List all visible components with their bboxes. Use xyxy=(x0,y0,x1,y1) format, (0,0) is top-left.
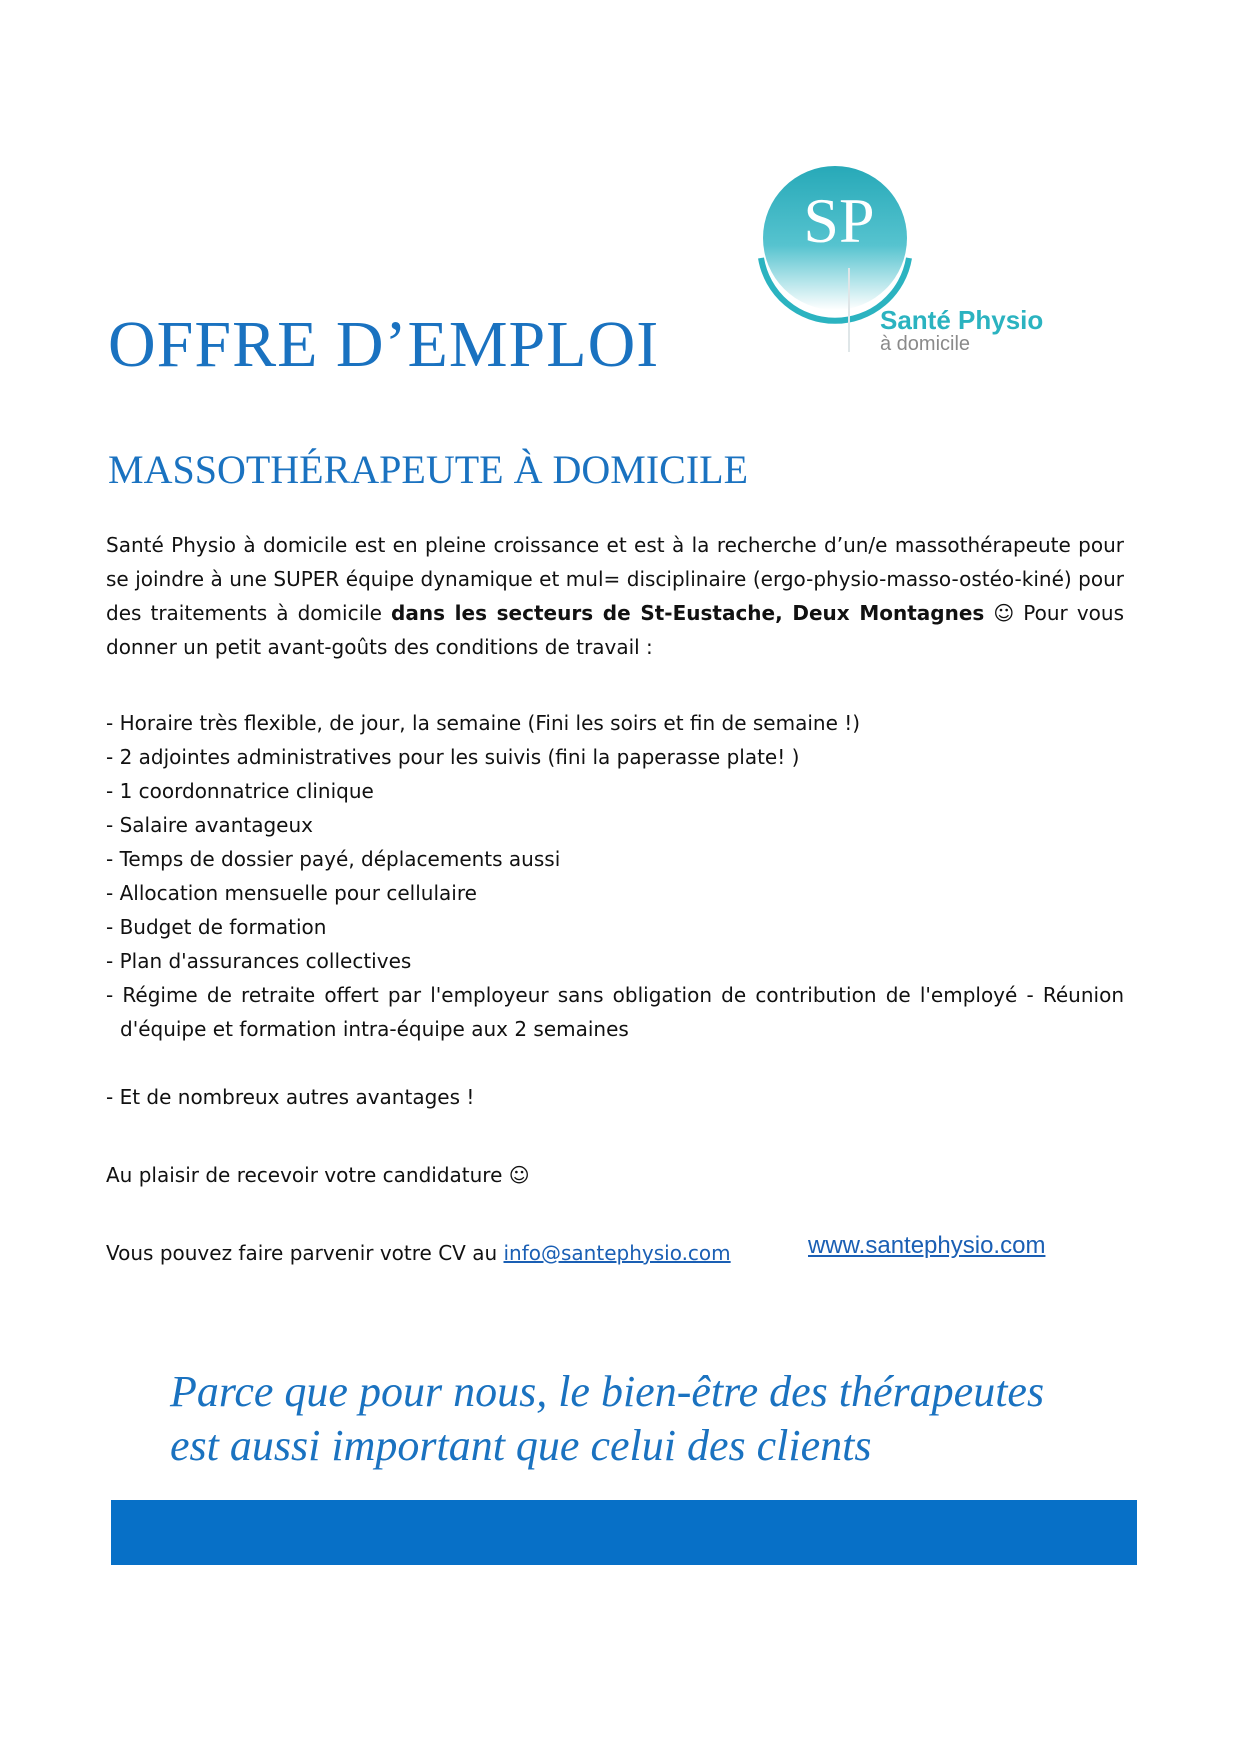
logo-subtitle: à domicile xyxy=(880,333,971,355)
intro-text: Santé Physio à domicile est en pleine croissance et est à la recherche d’un/e massothérapeute pour se joindre à une SUPER équipe dynamique et mul= disciplinaire (ergo-physio-masso-ostéo-kiné) pour des traitements à domicile xyxy=(106,533,1124,625)
job-title: MASSOTHÉRAPEUTE À DOMICILE xyxy=(108,447,748,492)
closing-line xyxy=(106,1158,1124,1192)
benefit-item: - Horaire très flexible, de jour, la semaine (Fini les soirs et fin de semaine !) xyxy=(106,706,1124,740)
intro-text-end: Pour vous donner un petit avant-goûts des conditions de travail : xyxy=(106,601,1124,659)
benefit-item: - Allocation mensuelle pour cellulaire xyxy=(106,876,1124,910)
website-link[interactable]: www.santephysio.com xyxy=(808,1232,1046,1259)
logo-text xyxy=(880,306,1043,354)
extra-benefits: - Et de nombreux autres avantages ! xyxy=(106,1080,1124,1114)
intro-location: dans les secteurs de St-Eustache, Deux Montagnes xyxy=(391,601,985,625)
smiley-icon: ☺ xyxy=(993,601,1015,625)
contact-text: Vous pouvez faire parvenir votre CV au xyxy=(106,1241,504,1265)
footer-bar xyxy=(111,1500,1137,1565)
job-description xyxy=(106,528,1124,1270)
tagline xyxy=(170,1365,1170,1473)
tagline-line-2: est aussi important que celui des clients xyxy=(170,1421,872,1470)
benefit-item: - Régime de retraite offert par l'employeur sans obligation de contribution de l'employé - Réunion d'équipe et formation intra-équipe aux 2 semaines xyxy=(106,978,1124,1046)
smiley-icon: ☺ xyxy=(508,1163,530,1187)
benefit-item: - Plan d'assurances collectives xyxy=(106,944,1124,978)
page-title: OFFRE D’EMPLOI xyxy=(108,308,660,381)
benefit-item: - 2 adjointes administratives pour les suivis (fini la paperasse plate! ) xyxy=(106,740,1124,774)
benefit-item: - Budget de formation xyxy=(106,910,1124,944)
benefit-item: - 1 coordonnatrice clinique xyxy=(106,774,1124,808)
benefits-list xyxy=(106,706,1124,1046)
benefit-item: - Temps de dossier payé, déplacements aussi xyxy=(106,842,1124,876)
tagline-line-1: Parce que pour nous, le bien-être des thérapeutes xyxy=(170,1367,1045,1416)
logo-initials: SP xyxy=(803,185,875,256)
email-link[interactable]: info@santephysio.com xyxy=(503,1241,731,1265)
logo-name: Santé Physio xyxy=(880,305,1044,335)
intro-paragraph xyxy=(106,528,1124,664)
benefit-item: - Salaire avantageux xyxy=(106,808,1124,842)
closing-text: Au plaisir de recevoir votre candidature xyxy=(106,1163,509,1187)
